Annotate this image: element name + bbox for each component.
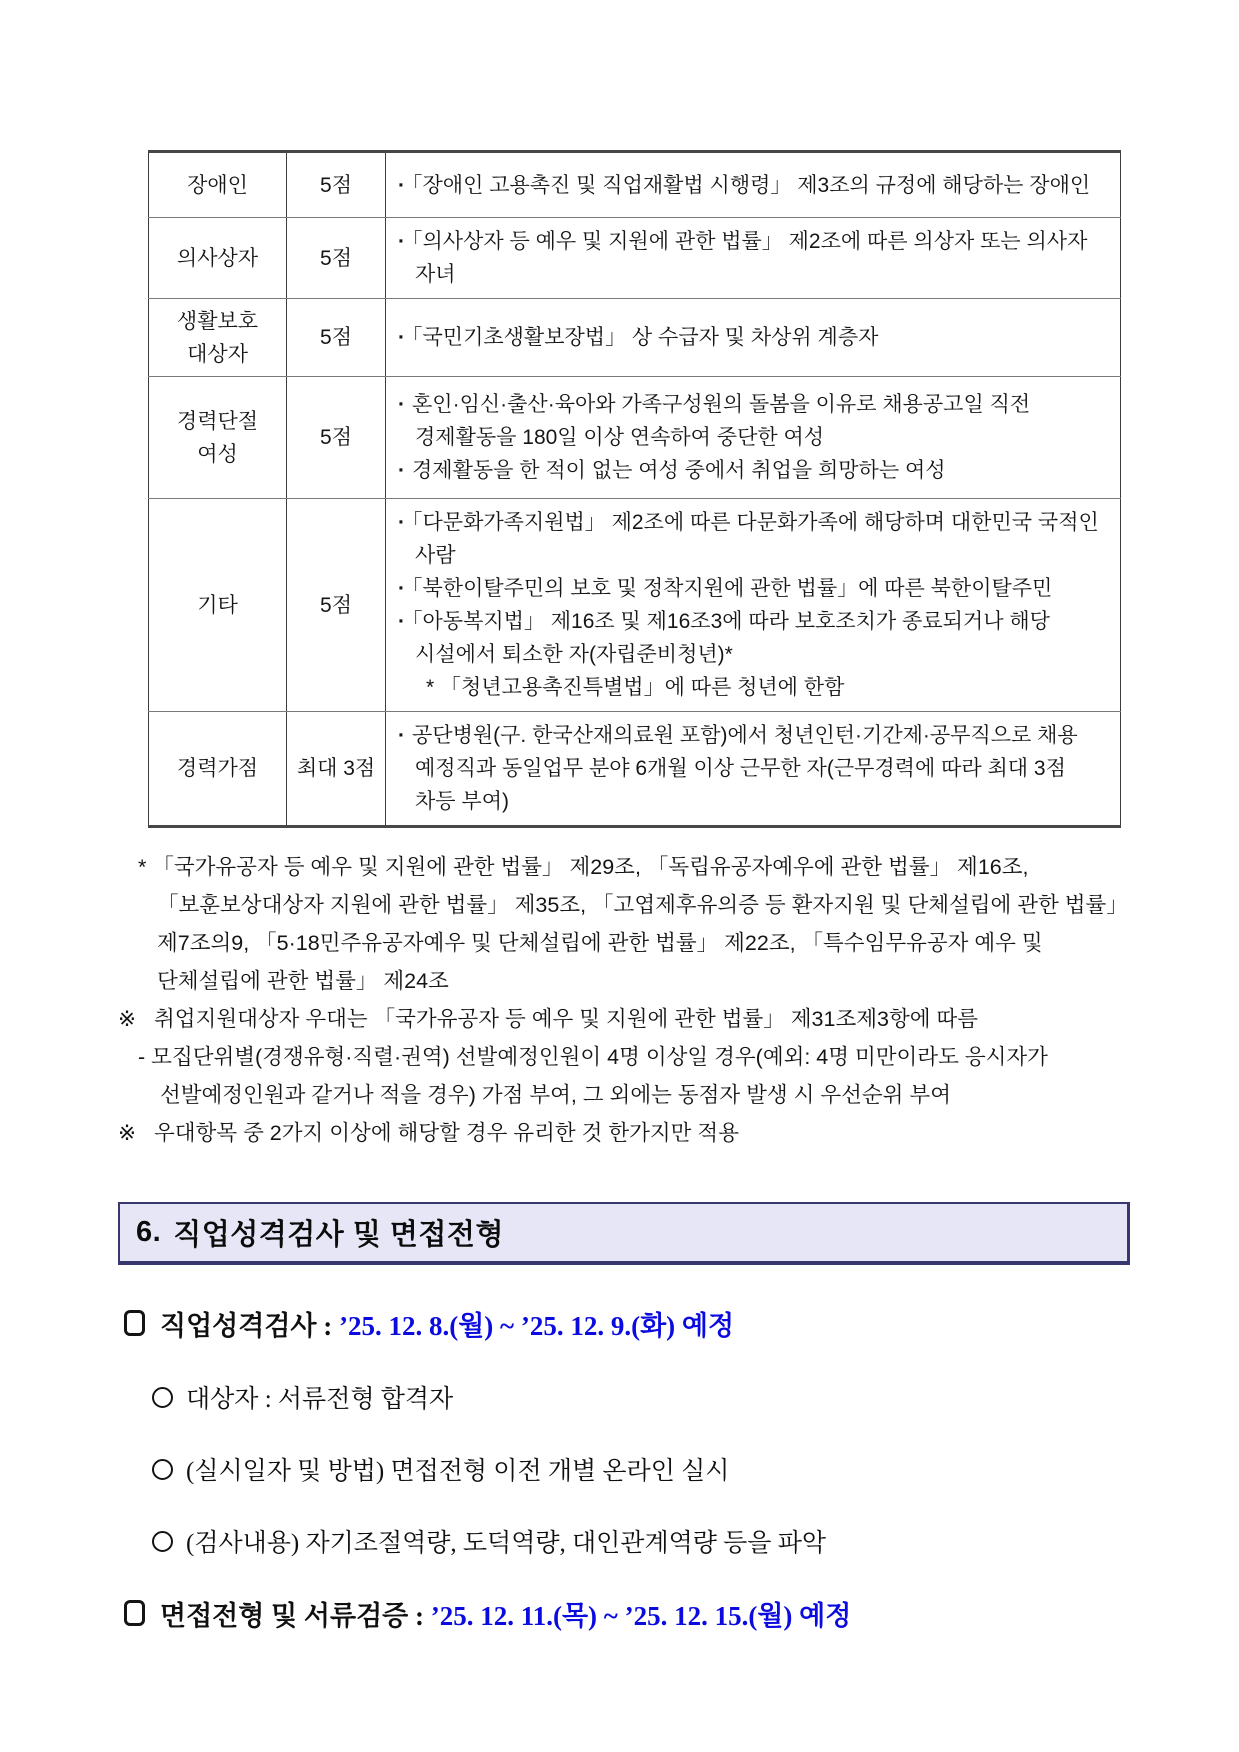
bullet-item (398, 506, 1106, 572)
footnote-single-preference (118, 1114, 1130, 1152)
category-cell: 장애인 (149, 152, 287, 218)
footnotes-block (118, 848, 1130, 1152)
description-cell (386, 152, 1121, 218)
bullet-dot-icon: · (398, 393, 405, 416)
footnote-text: 취업지원대상자 우대는 「국가유공자 등 예우 및 지원에 관한 법률」 제31조제3항에 따름 (154, 1007, 979, 1031)
bullet-dot-icon: · (398, 230, 405, 253)
table-row-others (149, 499, 1121, 712)
category-cell: 경력단절 여성 (149, 377, 287, 499)
circle-bullet-icon (152, 1387, 173, 1408)
points-cell: 5점 (287, 218, 386, 299)
category-cell: 기타 (149, 499, 287, 712)
bullet-item (398, 454, 1106, 487)
schedule-item-interview (124, 1590, 1134, 1636)
bullet-text: 「장애인 고용촉진 및 직업재활법 시행령」 제3조의 규정에 해당하는 장애인 (412, 173, 1091, 197)
description-cell (386, 299, 1121, 377)
bullet-dot-icon: · (398, 610, 405, 633)
sub-item-text: 대상자 : 서류전형 합격자 (186, 1386, 454, 1413)
bullet-text: 「국민기초생활보장법」 상 수급자 및 차상위 계층자 (412, 326, 879, 349)
sub-item-text: (검사내용) 자기조절역량, 도덕역량, 대인관계역량 등을 파악 (186, 1530, 827, 1557)
circle-bullet-icon (152, 1459, 173, 1480)
category-cell: 의사상자 (149, 218, 287, 299)
preference-points-table (148, 150, 1120, 828)
reference-mark-icon: ※ (118, 1121, 137, 1145)
table-row-lifesaver (149, 218, 1121, 299)
description-cell (386, 499, 1121, 712)
cell-footnote: * 「청년고용촉진특별법」에 따른 청년에 한함 (426, 676, 845, 699)
schedule-item-personality-test (124, 1300, 1134, 1346)
bullet-dot-icon: · (398, 577, 405, 600)
points-cell: 최대 3점 (287, 712, 386, 827)
points-cell: 5점 (287, 299, 386, 377)
bullet-item (398, 572, 1106, 605)
schedule-label: 직업성격검사 : (160, 1310, 339, 1341)
sub-item-method (152, 1448, 1134, 1490)
bullet-text: 경제활동을 한 적이 없는 여성 중에서 취업을 희망하는 여성 (412, 459, 946, 482)
schedule-label: 면접전형 및 서류검증 : (160, 1600, 431, 1631)
category-cell: 경력가점 (149, 712, 287, 827)
table-row-basic-livelihood (149, 299, 1121, 377)
sub-item-text: (실시일자 및 방법) 면접전형 이전 개별 온라인 실시 (186, 1458, 730, 1485)
bullet-item (398, 225, 1106, 291)
footnote-text: 모집단위별(경쟁유형·직렬·권역) 선발예정인원이 4명 이상일 경우(예외: 4명 미만이라도 응시자가 선발예정인원과 같거나 적을 경우) 가점 부여, 그 외에는 동점자 발생 시 우선순위 부여 (151, 1045, 1048, 1107)
category-cell: 생활보호 대상자 (149, 299, 287, 377)
bullet-item (398, 169, 1106, 202)
square-bullet-icon (124, 1310, 145, 1336)
bullet-dot-icon: · (398, 459, 405, 482)
footnote-recruitment-unit (138, 1038, 1130, 1114)
reference-mark-icon: ※ (118, 1007, 137, 1031)
bullet-item (398, 605, 1106, 671)
section-number: 6. (136, 1216, 162, 1248)
section-title: 직업성격검사 및 면접전형 (173, 1219, 504, 1251)
bullet-text: 「다문화가족지원법」 제2조에 따른 다문화가족에 해당하며 대한민국 국적인 사람 (412, 511, 1099, 567)
bullet-item (398, 321, 1106, 354)
points-cell: 5점 (287, 377, 386, 499)
points-cell: 5점 (287, 152, 386, 218)
bullet-text: 혼인·임신·출산·육아와 가족구성원의 돌봄을 이유로 채용공고일 직전 경제활동을 180일 이상 연속하여 중단한 여성 (412, 393, 1031, 449)
circle-bullet-icon (152, 1531, 173, 1552)
square-bullet-icon (124, 1600, 145, 1626)
bullet-text: 공단병원(구. 한국산재의료원 포함)에서 청년인턴·기간제·공무직으로 채용 예정직과 동일업무 분야 6개월 이상 근무한 자(근무경력에 따라 최대 3점 차등 부여) (412, 724, 1078, 813)
table-row-disabled (149, 152, 1121, 218)
bullet-dot-icon: · (398, 326, 405, 349)
bullet-dot-icon: · (398, 173, 405, 197)
sub-item-target (152, 1376, 1134, 1418)
sub-item-contents (152, 1520, 1134, 1562)
bullet-text: 「의사상자 등 예우 및 지원에 관한 법률」 제2조에 따른 의상자 또는 의사자 자녀 (412, 230, 1088, 286)
footnote-employment-support (118, 1000, 1130, 1038)
schedule-date: ’25. 12. 11.(목) ~ ’25. 12. 15.(월) 예정 (430, 1600, 852, 1631)
schedule-block (124, 1300, 1134, 1636)
table-row-career-interrupted-women (149, 377, 1121, 499)
bullet-text: 「아동복지법」 제16조 및 제16조3에 따라 보호조치가 종료되거나 해당 시설에서 퇴소한 자(자립준비청년)* (412, 610, 1050, 666)
footnote-laws (138, 848, 1130, 1000)
description-cell (386, 377, 1121, 499)
asterisk-marker: * (138, 855, 147, 879)
table-row-career-bonus (149, 712, 1121, 827)
footnote-text: 「국가유공자 등 예우 및 지원에 관한 법률」 제29조, 「독립유공자예우에 관한 법률」 제16조, 「보훈보상대상자 지원에 관한 법률」 제35조, 「고엽제후유의증 등 환자지원 및 단체설립에 관한 법률」 제7조의9, 「5·18민주유공자예우 및 단체설립에 관한 법률」 제22조, 「특수임무유공자 예우 및 단체설립에 관한 법률」 제24조 (152, 855, 1128, 993)
bullet-item (398, 388, 1106, 454)
bullet-dot-icon: · (398, 724, 405, 747)
bullet-text: 「북한이탈주민의 보호 및 정착지원에 관한 법률」에 따른 북한이탈주민 (412, 577, 1053, 600)
footnote-text: 우대항목 중 2가지 이상에 해당할 경우 유리한 것 한가지만 적용 (154, 1121, 739, 1145)
points-cell: 5점 (287, 499, 386, 712)
schedule-date: ’25. 12. 8.(월) ~ ’25. 12. 9.(화) 예정 (338, 1310, 735, 1341)
bullet-dot-icon: · (398, 511, 405, 534)
bullet-item (398, 719, 1106, 818)
description-cell (386, 712, 1121, 827)
section-6-header (118, 1202, 1130, 1265)
dash-marker: - (138, 1045, 146, 1069)
description-cell (386, 218, 1121, 299)
